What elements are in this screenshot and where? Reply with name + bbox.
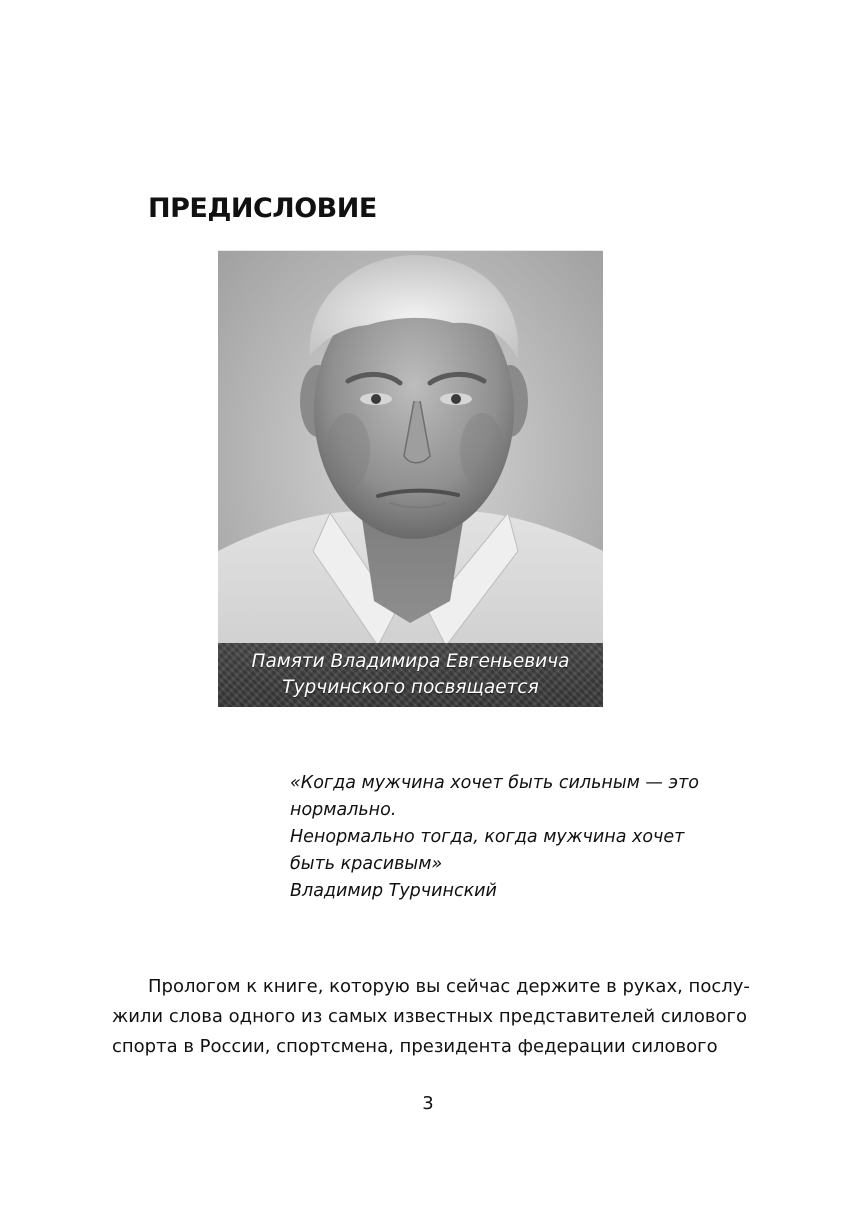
- section-heading: ПРЕДИСЛОВИЕ: [148, 193, 377, 224]
- epigraph-quote: [290, 770, 730, 905]
- body-line: спорта в России, спортсмена, президента федерации силового: [112, 1036, 718, 1057]
- quote-author: Владимир Турчинский: [290, 881, 497, 901]
- photo-caption-band: [218, 643, 603, 707]
- quote-line: Ненормально тогда, когда мужчина хочет: [290, 827, 685, 847]
- quote-line: быть красивым»: [290, 854, 443, 874]
- quote-line: «Когда мужчина хочет быть сильным — это: [290, 773, 699, 793]
- body-line: Прологом к книге, которую вы сейчас держите в руках, послу-: [148, 976, 750, 997]
- page-number: 3: [422, 1093, 434, 1114]
- body-line: жили слова одного из самых известных представителей силового: [112, 1006, 748, 1027]
- portrait-image: [218, 251, 603, 707]
- photo-caption-line: Турчинского посвящается: [282, 677, 539, 698]
- quote-line: нормально.: [290, 800, 397, 820]
- photo-caption-line: Памяти Владимира Евгеньевича: [251, 651, 570, 672]
- body-paragraph: [112, 972, 750, 1062]
- portrait-photo: [218, 250, 603, 707]
